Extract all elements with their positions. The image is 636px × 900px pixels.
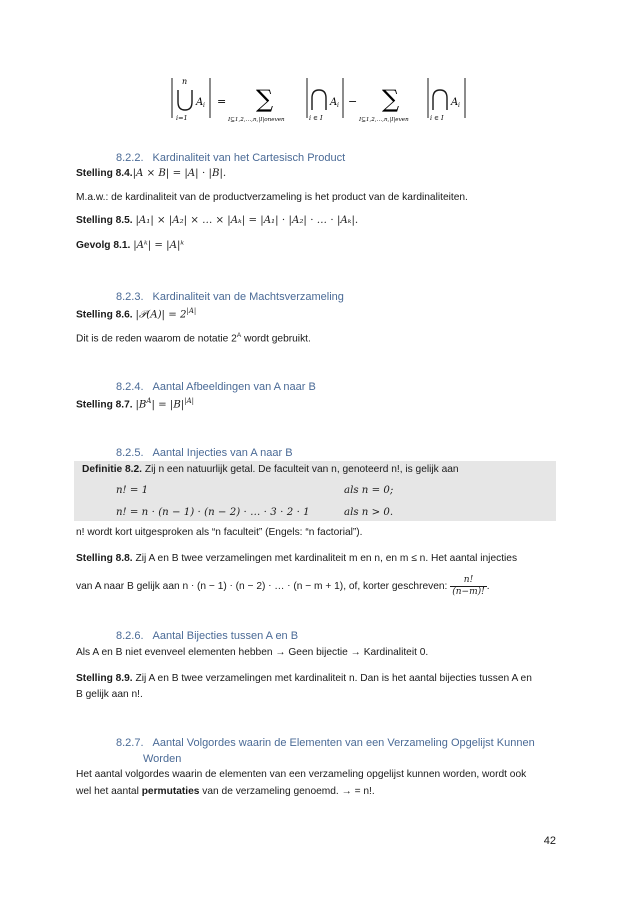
- section-heading-8-2-2: 8.2.2. Kardinaliteit van het Cartesisch Product: [116, 152, 346, 164]
- sum2-subscript: I⊆1,2,…,n,|I|even: [359, 117, 409, 123]
- page-number: 42: [543, 835, 556, 847]
- section-heading-8-2-6: 8.2.6. Aantal Bijecties tussen A en B: [116, 630, 299, 642]
- injecties-fraction: $\frac{n!}{(n-m)!}$: [452, 575, 485, 597]
- minus-sign: −: [348, 95, 358, 108]
- svg-text:i ∈ I: i ∈ I: [309, 114, 323, 122]
- union-upper-n: n: [182, 77, 188, 86]
- equals-sign: =: [217, 95, 227, 108]
- stelling-8-7: Stelling 8.7. $|B^A| = |B|^{|A|}$: [76, 397, 195, 411]
- stelling-8-8-line1: Stelling 8.8. Zij A en B twee verzamelingen met kardinaliteit m en n, en m ≤ n. Het aantal injecties: [76, 553, 518, 564]
- svg-text:i: i: [203, 102, 205, 109]
- inclusion-exclusion-formula: [170, 74, 470, 124]
- gevolg-8-1: Gevolg 8.1. |Aᵏ| = |A|ᵏ: [76, 240, 185, 251]
- volgordes-line2: wel het aantal permutaties van de verzameling genoemd. → = n!.: [76, 786, 375, 797]
- section-heading-8-2-7: 8.2.7. Aantal Volgordes waarin de Elementen van een Verzameling Opgelijst Kunnen: [116, 737, 535, 749]
- notatie-text: Dit is de reden waarom de notatie $2^A$ wordt gebruikt.: [76, 332, 311, 345]
- sum-symbol-2: ∑: [382, 85, 400, 113]
- stelling-8-9-line2: B gelijk aan n!.: [76, 689, 143, 700]
- definitie-8-2: Definitie 8.2. Zij n een natuurlijk getal. De faculteit van n, genoteerd n!, is gelijk aan: [82, 464, 459, 475]
- svg-text:i: i: [458, 102, 460, 109]
- section-heading-8-2-7-cont: Worden: [143, 753, 182, 765]
- svg-text:i ∈ I: i ∈ I: [430, 114, 444, 122]
- definitie-row1-left: n! = 1: [116, 485, 149, 496]
- stelling-8-6: Stelling 8.6. |𝒫(A)| = $2^{|A|}$: [76, 307, 197, 321]
- sum1-subscript: I⊆1,2,…,n,|I|oneven: [228, 117, 285, 123]
- maw-text: M.a.w.: de kardinaliteit van de productverzameling is het product van de kardinaliteiten.: [76, 192, 468, 203]
- svg-text:A: A: [330, 97, 338, 108]
- stelling-8-5: Stelling 8.5. |A₁| × |A₂| × … × |Aₖ| = |A₁| ⋅ |A₂| ⋅ … ⋅ |Aₖ|.: [76, 215, 359, 226]
- svg-text:A: A: [451, 97, 459, 108]
- section-heading-8-2-5: 8.2.5. Aantal Injecties van A naar B: [116, 447, 293, 459]
- sum-symbol-1: ∑: [256, 85, 274, 113]
- stelling-8-4: Stelling 8.4.|A × B| = |A| ⋅ |B|.: [76, 168, 227, 179]
- stelling-8-8-line2: van A naar B gelijk aan n ⋅ (n − 1) ⋅ (n − 2) ⋅ … ⋅ (n − m + 1), of, korter geschreven: $\frac{n!}{(n-m)!}$ .: [76, 575, 490, 597]
- union-A: A: [196, 97, 204, 108]
- stelling-8-9-line1: Stelling 8.9. Zij A en B twee verzamelingen met kardinaliteit n. Dan is het aantal bijecties tussen A en: [76, 673, 532, 684]
- uitspraak-text: n! wordt kort uitgesproken als “n faculteit” (Engels: “n factorial”).: [76, 527, 363, 538]
- section-heading-8-2-3: 8.2.3. Kardinaliteit van de Machtsverzameling: [116, 291, 344, 303]
- section-heading-8-2-4: 8.2.4. Aantal Afbeeldingen van A naar B: [116, 381, 316, 393]
- bijectie-text: Als A en B niet evenveel elementen hebben → Geen bijectie → Kardinaliteit 0.: [76, 647, 429, 658]
- definitie-row2-right: als n > 0.: [344, 507, 394, 518]
- volgordes-line1: Het aantal volgordes waarin de elementen van een verzameling opgelijst kunnen worden, wordt ook: [76, 769, 527, 780]
- definitie-row1-right: als n = 0;: [344, 485, 394, 496]
- definitie-row2-left: n! = n ⋅ (n − 1) ⋅ (n − 2) ⋅ … ⋅ 3 ⋅ 2 ⋅ 1: [116, 507, 310, 518]
- svg-text:i: i: [337, 102, 339, 109]
- union-lower-index: i=1: [176, 114, 188, 122]
